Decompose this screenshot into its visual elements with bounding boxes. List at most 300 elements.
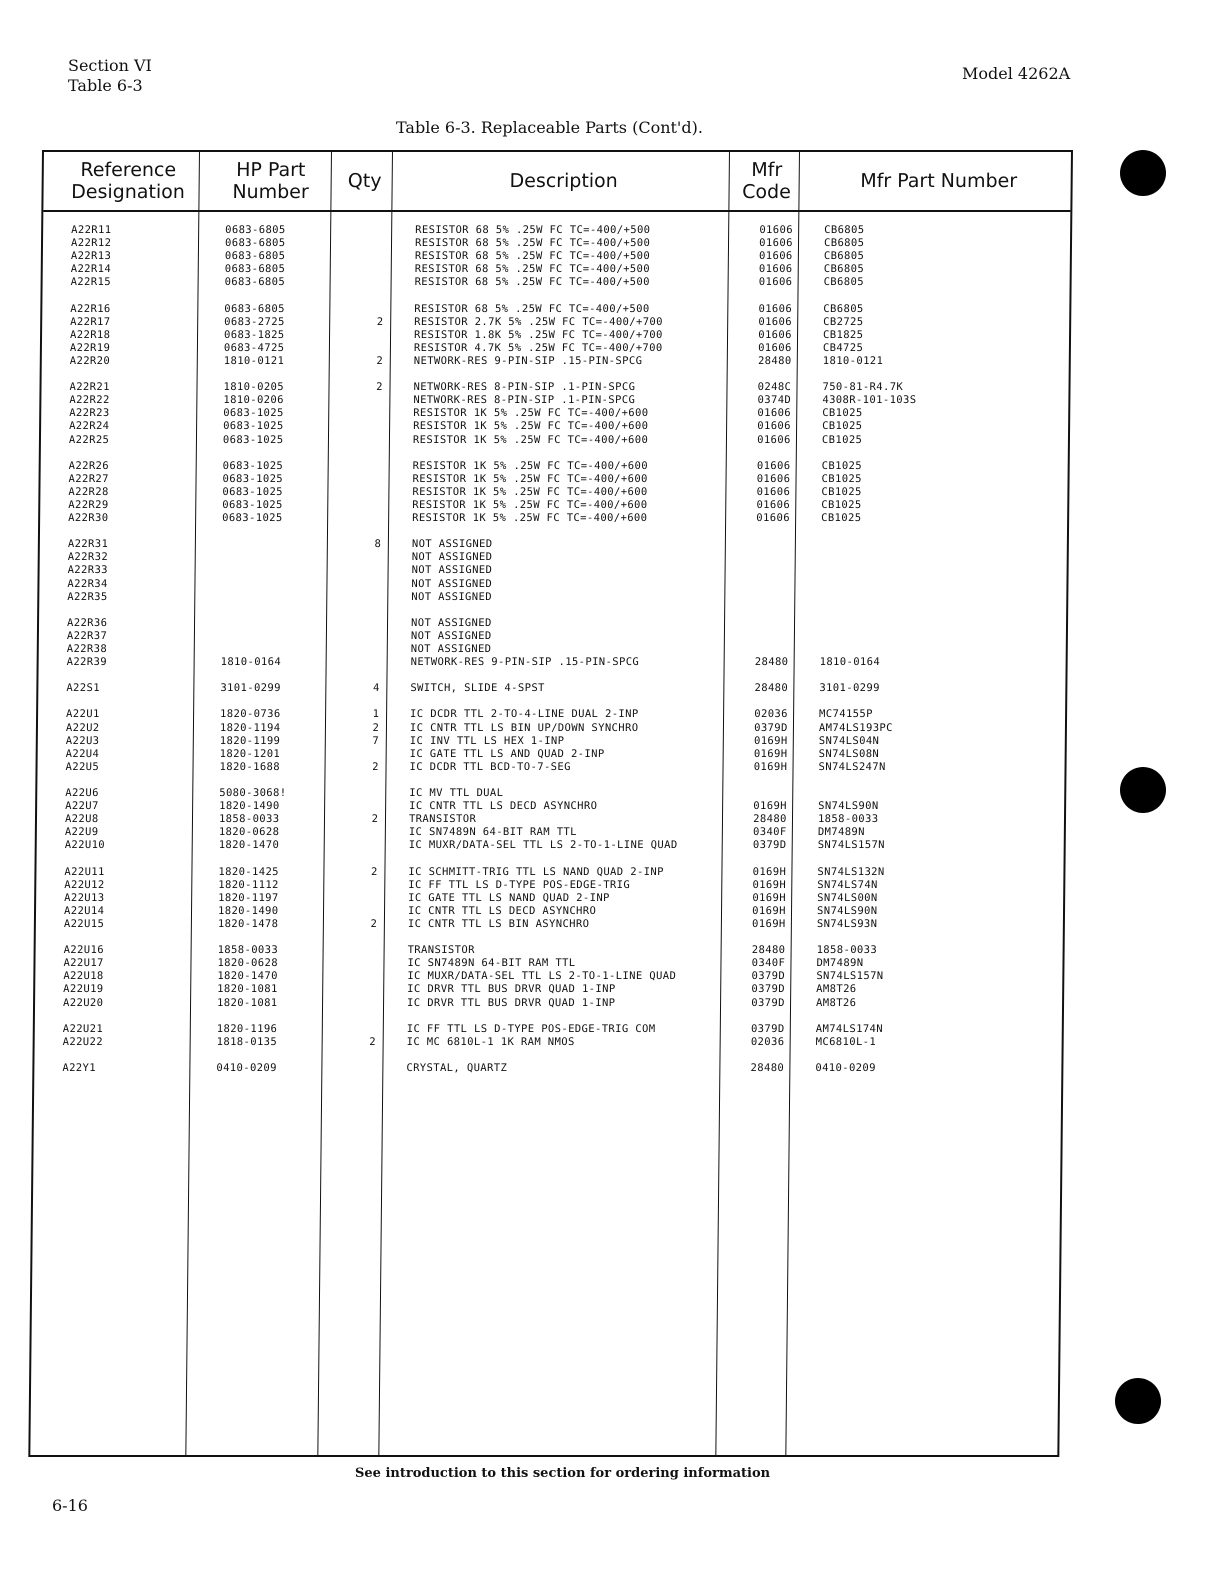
group-gap xyxy=(408,931,677,944)
mfr-part-cell: DM7489N xyxy=(817,826,865,839)
ref-cell: A22R21 xyxy=(69,381,110,394)
mfr-code-cell: 0169H xyxy=(753,747,788,760)
mfr-code-cell xyxy=(740,564,806,577)
col-header-hp-part: HP Part Number xyxy=(232,159,309,203)
description-cell: SWITCH, SLIDE 4-SPST xyxy=(410,682,545,695)
binder-hole xyxy=(1115,1378,1161,1424)
mfr-code-cell: 0169H xyxy=(752,904,786,917)
mfr-code-cell: 0169H xyxy=(752,865,787,878)
description-cell: RESISTOR 2.7K 5% .25W FC TC=-400/+700 xyxy=(414,315,663,328)
group-gap xyxy=(351,604,403,617)
mfr-part-cell: CB1025 xyxy=(821,498,862,511)
hp-part-cell: 0683-1825 xyxy=(224,328,285,341)
description-cell: NOT ASSIGNED xyxy=(410,643,492,655)
description-cell: TRANSISTOR xyxy=(407,944,475,957)
description-cell: IC CNTR TTL LS BIN UP/DOWN SYNCHRO xyxy=(409,721,639,734)
group-gap xyxy=(742,289,808,302)
mfr-part-cell: SN74LS90N xyxy=(818,800,879,813)
group-gap xyxy=(66,669,106,682)
mfr-part-cell: 750-81-R4.7K xyxy=(822,381,904,394)
mfr-code-cell: 01606 xyxy=(756,472,791,485)
ref-cell: A22R31 xyxy=(67,538,109,551)
column-divider xyxy=(715,152,730,1455)
hp-part-cell: 0683-1025 xyxy=(223,420,284,433)
mfr-code-cell: 01606 xyxy=(756,485,791,498)
binder-hole xyxy=(1120,767,1166,813)
ref-cell: A22U6 xyxy=(65,787,99,800)
qty-cell xyxy=(348,892,400,905)
mfr-part-cell: SN74LS93N xyxy=(816,917,878,930)
hp-part-cell: 1820-1081 xyxy=(217,983,278,996)
qty-cell xyxy=(351,591,403,604)
model-label: Model 4262A xyxy=(962,64,1071,83)
group-gap xyxy=(352,525,404,538)
hp-part-cell: 1858-0033 xyxy=(217,944,279,957)
description-cell: NOT ASSIGNED xyxy=(411,577,493,590)
group-gap xyxy=(738,695,804,708)
hp-part-cell: 5080-3068! xyxy=(219,787,287,800)
qty-cell xyxy=(355,250,407,263)
description-cell: IC GATE TTL LS NAND QUAD 2-INP xyxy=(408,891,610,904)
qty-cell xyxy=(351,578,403,591)
hp-part-cell: 1810-0121 xyxy=(223,354,285,367)
mfr-part-cell: CB6805 xyxy=(824,224,865,236)
mfr-code-cell: 01606 xyxy=(756,498,791,511)
mfr-part-cell: CB6805 xyxy=(823,263,865,276)
mfr-code-cell: 01606 xyxy=(758,276,793,289)
ref-cell: A22U18 xyxy=(63,970,104,983)
description-cell: RESISTOR 1.8K 5% .25W FC TC=-400/+700 xyxy=(414,328,663,341)
description-cell: RESISTOR 68 5% .25W FC TC=-400/+500 xyxy=(414,263,651,276)
page-header-left xyxy=(68,56,152,96)
description-cell: NOT ASSIGNED xyxy=(411,551,493,564)
description-cell: IC CNTR TTL LS DECD ASYNCHRO xyxy=(407,904,597,917)
group-gap xyxy=(218,931,285,944)
group-gap xyxy=(221,604,288,617)
mfr-code-cell: 28480 xyxy=(750,1062,785,1074)
description-cell: RESISTOR 1K 5% .25W FC TC=-400/+600 xyxy=(412,472,648,485)
description-cell: NETWORK-RES 8-PIN-SIP .1-PIN-SPCG xyxy=(413,381,636,394)
group-gap xyxy=(347,1010,399,1023)
group-gap xyxy=(414,289,683,302)
ref-cell: A22R25 xyxy=(68,433,110,446)
hp-part-cell: 1820-1490 xyxy=(219,800,280,813)
description-cell: IC SN7489N 64-BIT RAM TTL xyxy=(407,957,576,970)
ref-cell: A22U15 xyxy=(63,917,105,930)
mfr-code-cell xyxy=(739,617,805,630)
qty-cell: 2 xyxy=(372,760,379,773)
description-cell: NOT ASSIGNED xyxy=(410,616,492,629)
group-gap xyxy=(64,931,104,944)
description-cell: CRYSTAL, QUARTZ xyxy=(406,1062,508,1074)
mfr-part-cell: CB2725 xyxy=(823,315,864,328)
description-cell: RESISTOR 4.7K 5% .25W FC TC=-400/+700 xyxy=(413,341,663,354)
mfr-code-cell: 28480 xyxy=(754,682,789,695)
description-cell: RESISTOR 68 5% .25W FC TC=-400/+500 xyxy=(414,276,650,289)
description-cell: IC DRVR TTL BUS DRVR QUAD 1-INP xyxy=(407,996,616,1009)
ref-cell: A22R16 xyxy=(70,302,111,315)
mfr-code-cell xyxy=(739,591,805,604)
ref-cell: A22R33 xyxy=(67,564,109,577)
ref-cell: A22U13 xyxy=(64,891,105,904)
qty-cell xyxy=(349,787,401,800)
group-gap xyxy=(819,695,913,708)
ref-cell: A22R27 xyxy=(68,472,109,485)
mfr-part-cell: AM8T26 xyxy=(816,996,857,1009)
group-gap xyxy=(349,774,401,787)
ref-cell: A22R24 xyxy=(69,420,110,433)
hp-part-cell: 1810-0206 xyxy=(223,394,284,407)
qty-cell xyxy=(349,839,401,852)
group-gap xyxy=(216,1049,283,1062)
qty-cell xyxy=(347,1023,399,1036)
hp-part-cell: 1820-1470 xyxy=(217,970,278,983)
ref-cell: A22R14 xyxy=(70,263,112,276)
page-number: 6-16 xyxy=(52,1496,88,1515)
ref-cell: A22R35 xyxy=(67,590,108,603)
qty-cell xyxy=(353,407,405,420)
hp-part-cell: 0683-1025 xyxy=(222,472,284,485)
mfr-part-cell xyxy=(820,591,914,604)
mfr-part-cell: AM8T26 xyxy=(816,983,857,996)
description-cell: IC INV TTL LS HEX 1-INP xyxy=(409,734,565,747)
ref-cell: A22U3 xyxy=(65,734,100,747)
ref-cell: A22U1 xyxy=(66,708,100,721)
description-cell: RESISTOR 1K 5% .25W FC TC=-400/+600 xyxy=(412,485,648,498)
group-gap xyxy=(409,774,678,787)
description-cell: RESISTOR 68 5% .25W FC TC=-400/+500 xyxy=(414,237,651,250)
mfr-part-cell: 1858-0033 xyxy=(817,813,879,826)
mfr-code-cell: 0379D xyxy=(754,721,788,734)
hp-part-cell xyxy=(221,578,288,591)
qty-cell xyxy=(349,826,401,839)
mfr-part-cell: AM74LS174N xyxy=(815,1022,884,1035)
mfr-part-cell: 1810-0164 xyxy=(819,656,881,669)
mfr-part-cell: SN74LS247N xyxy=(818,760,886,773)
mfr-part-cell xyxy=(820,630,914,643)
ref-cell: A22R20 xyxy=(69,354,111,367)
mfr-part-cell: 3101-0299 xyxy=(819,682,880,695)
hp-part-cell: 1820-1197 xyxy=(218,891,279,904)
mfr-part-cell: CB1025 xyxy=(821,512,862,525)
hp-part-cell: 0683-6805 xyxy=(224,302,285,315)
hp-part-cell: 0683-6805 xyxy=(224,263,286,276)
ref-cell: A22R29 xyxy=(68,498,109,511)
qty-cell: 7 xyxy=(372,734,380,747)
group-gap xyxy=(67,604,107,617)
qty-cell: 2 xyxy=(376,354,384,367)
hp-part-cell: 1820-0736 xyxy=(220,708,281,721)
mfr-part-cell: CB6805 xyxy=(823,250,865,263)
mfr-part-cell xyxy=(818,787,912,800)
mfr-code-cell: 01606 xyxy=(758,328,792,341)
hp-part-cell: 0683-6805 xyxy=(224,250,286,263)
mfr-code-cell: 01606 xyxy=(757,407,792,420)
mfr-part-cell: CB1825 xyxy=(823,328,864,341)
group-gap xyxy=(816,1010,910,1023)
hp-part-cell: 1818-0135 xyxy=(216,1035,278,1048)
mfr-part-column xyxy=(815,224,918,1075)
group-gap xyxy=(741,447,807,460)
mfr-code-cell: 28480 xyxy=(751,944,786,957)
hp-part-cell: 1820-1688 xyxy=(219,760,281,773)
qty-cell xyxy=(347,957,399,970)
group-gap xyxy=(62,1049,102,1062)
qty-cell xyxy=(348,905,400,918)
mfr-code-cell: 0340F xyxy=(751,957,786,970)
qty-cell xyxy=(351,617,403,630)
header-divider xyxy=(43,210,1070,212)
col-header-mfr-code: Mfr Code xyxy=(742,159,792,203)
description-cell: NOT ASSIGNED xyxy=(411,538,493,551)
group-gap xyxy=(410,695,679,708)
mfr-code-cell: 02036 xyxy=(750,1035,785,1048)
qty-cell: 2 xyxy=(369,1035,377,1048)
hp-part-cell xyxy=(222,551,289,564)
description-cell: NETWORK-RES 9-PIN-SIP .15-PIN-SPCG xyxy=(413,354,643,367)
ref-cell: A22U2 xyxy=(65,721,100,734)
mfr-part-cell: MC74155P xyxy=(819,708,873,721)
group-gap xyxy=(738,669,804,682)
mfr-part-cell: SN74LS04N xyxy=(818,734,880,747)
mfr-part-cell: SN74LS74N xyxy=(817,878,878,891)
mfr-part-cell: AM74LS193PC xyxy=(818,721,893,734)
group-gap xyxy=(817,931,911,944)
mfr-part-cell: CB6805 xyxy=(823,237,865,250)
group-gap xyxy=(819,669,913,682)
group-gap xyxy=(354,368,406,381)
mfr-code-cell: 0169H xyxy=(753,800,787,813)
ref-cell: A22R23 xyxy=(69,407,110,420)
group-gap xyxy=(219,774,286,787)
group-gap xyxy=(823,289,917,302)
hp-part-cell: 1820-1196 xyxy=(216,1022,278,1035)
mfr-code-cell xyxy=(740,538,806,551)
mfr-code-cell: 0379D xyxy=(750,1022,785,1035)
mfr-code-cell: 01606 xyxy=(759,250,793,263)
ref-cell: A22U5 xyxy=(65,760,100,773)
description-cell: RESISTOR 1K 5% .25W FC TC=-400/+600 xyxy=(413,420,649,433)
mfr-part-cell: SN74LS90N xyxy=(816,904,878,917)
mfr-code-cell xyxy=(740,551,806,564)
mfr-code-cell: 01606 xyxy=(756,512,791,525)
mfr-part-cell: CB6805 xyxy=(823,302,864,315)
qty-cell xyxy=(348,879,400,892)
mfr-code-cell: 01606 xyxy=(757,433,791,446)
col-header-description: Description xyxy=(509,170,618,192)
description-cell: RESISTOR 1K 5% .25W FC TC=-400/+600 xyxy=(412,459,649,472)
hp-part-cell: 3101-0299 xyxy=(220,682,281,695)
group-gap xyxy=(412,525,681,538)
group-gap xyxy=(217,1010,284,1023)
ref-cell: A22R12 xyxy=(70,237,112,250)
group-gap xyxy=(822,447,916,460)
qty-cell xyxy=(351,630,403,643)
ref-cell: A22U8 xyxy=(64,813,99,826)
section-label: Section VI xyxy=(68,56,152,75)
hp-part-column xyxy=(216,224,292,1075)
qty-cell xyxy=(348,944,400,957)
group-gap xyxy=(818,853,912,866)
group-gap xyxy=(68,525,108,538)
mfr-part-cell: MC6810L-1 xyxy=(815,1035,877,1048)
qty-cell xyxy=(355,276,407,289)
col-header-ref: Reference Designation xyxy=(71,159,185,203)
mfr-code-cell: 01606 xyxy=(759,237,793,250)
group-gap xyxy=(65,774,105,787)
qty-cell: 4 xyxy=(372,682,380,695)
description-cell: IC MV TTL DUAL xyxy=(409,787,504,800)
description-cell: NOT ASSIGNED xyxy=(411,564,493,577)
qty-cell: 2 xyxy=(370,917,378,930)
mfr-code-cell: 01606 xyxy=(759,224,794,236)
mfr-code-cell: 28480 xyxy=(757,354,792,367)
qty-cell: 2 xyxy=(376,315,384,328)
mfr-code-cell: 0169H xyxy=(752,878,787,891)
group-gap xyxy=(69,447,109,460)
parts-table xyxy=(28,150,1073,1457)
hp-part-cell xyxy=(221,591,288,604)
qty-cell xyxy=(352,486,404,499)
group-gap xyxy=(224,289,291,302)
binder-hole xyxy=(1120,150,1166,196)
group-gap xyxy=(220,695,287,708)
mfr-part-cell: 1858-0033 xyxy=(816,944,878,957)
qty-cell xyxy=(352,564,404,577)
ref-cell: A22U14 xyxy=(63,904,105,917)
ref-cell: A22U20 xyxy=(63,996,104,1009)
qty-cell: 2 xyxy=(371,813,379,826)
group-gap xyxy=(70,368,110,381)
ref-cell: A22U4 xyxy=(65,747,100,760)
mfr-code-cell: 28480 xyxy=(753,813,787,826)
mfr-part-cell: CB1025 xyxy=(821,472,862,485)
qty-cell xyxy=(355,237,407,250)
description-cell: IC GATE TTL LS AND QUAD 2-INP xyxy=(409,747,605,760)
description-cell: IC CNTR TTL LS DECD ASYNCHRO xyxy=(409,800,598,813)
hp-part-cell: 1820-1112 xyxy=(218,878,279,891)
group-gap xyxy=(66,695,106,708)
mfr-code-cell: 0169H xyxy=(753,734,788,747)
ref-cell: A22U19 xyxy=(63,983,104,996)
mfr-part-cell: CB1025 xyxy=(821,485,862,498)
qty-cell xyxy=(355,263,407,276)
ref-cell: A22R13 xyxy=(70,250,112,263)
mfr-code-cell: 02036 xyxy=(754,708,788,721)
mfr-part-cell xyxy=(821,551,915,564)
hp-part-cell: 1810-0164 xyxy=(220,656,282,669)
ref-cell: A22U9 xyxy=(64,826,99,839)
description-cell: IC MUXR/DATA-SEL TTL LS 2-TO-1-LINE QUAD xyxy=(407,970,677,983)
group-gap xyxy=(413,447,682,460)
description-cell: RESISTOR 1K 5% .25W FC TC=-400/+600 xyxy=(413,407,649,420)
ref-column xyxy=(62,224,111,1075)
group-gap xyxy=(820,604,914,617)
ref-cell: A22R37 xyxy=(66,629,108,642)
mfr-code-cell: 01606 xyxy=(758,341,792,354)
mfr-part-cell: CB6805 xyxy=(823,276,865,289)
group-gap xyxy=(353,447,405,460)
qty-cell xyxy=(354,303,406,316)
mfr-code-cell: 01606 xyxy=(757,420,791,433)
hp-part-cell: 0683-1025 xyxy=(222,485,283,498)
ref-cell: A22R26 xyxy=(68,459,110,472)
ref-cell: A22R22 xyxy=(69,394,110,407)
group-gap xyxy=(70,289,110,302)
qty-cell xyxy=(351,656,403,669)
description-cell: IC FF TTL LS D-TYPE POS-EDGE-TRIG xyxy=(408,878,631,891)
mfr-part-cell xyxy=(820,578,914,591)
group-gap xyxy=(346,1049,398,1062)
mfr-part-cell: CB1025 xyxy=(821,433,863,446)
hp-part-cell: 0683-4725 xyxy=(223,341,285,354)
mfr-part-cell: 4308R-101-103S xyxy=(822,394,917,407)
description-cell: RESISTOR 68 5% .25W FC TC=-400/+500 xyxy=(415,224,651,236)
ref-cell: A22R36 xyxy=(66,616,108,629)
hp-part-cell xyxy=(222,564,289,577)
group-gap xyxy=(407,1010,676,1023)
ref-cell: A22R18 xyxy=(70,328,111,341)
description-cell: IC MC 6810L-1 1K RAM NMOS xyxy=(406,1035,575,1048)
qty-cell xyxy=(355,224,407,237)
description-cell: IC DCDR TTL BCD-TO-7-SEG xyxy=(409,760,571,773)
qty-cell xyxy=(352,551,404,564)
qty-cell: 8 xyxy=(374,538,382,551)
hp-part-cell: 1820-0628 xyxy=(217,957,279,970)
mfr-code-cell: 0169H xyxy=(752,917,786,930)
ref-cell: A22S1 xyxy=(66,682,101,695)
hp-part-cell: 1820-0628 xyxy=(218,826,280,839)
table-caption: Table 6-3. Replaceable Parts (Cont'd). xyxy=(396,118,703,137)
mfr-code-column xyxy=(734,224,809,1075)
hp-part-cell: 1810-0205 xyxy=(223,381,285,394)
mfr-part-cell: SN74LS00N xyxy=(817,891,878,904)
mfr-code-cell: 0379D xyxy=(751,970,786,983)
column-divider xyxy=(317,152,332,1455)
mfr-part-cell: CB1025 xyxy=(822,407,863,420)
qty-cell xyxy=(347,970,399,983)
ref-cell: A22R34 xyxy=(67,577,108,590)
description-cell: RESISTOR 68 5% .25W FC TC=-400/+500 xyxy=(414,302,650,315)
ref-cell: A22R15 xyxy=(70,276,112,289)
mfr-part-cell: SN74LS157N xyxy=(817,839,885,852)
group-gap xyxy=(350,695,402,708)
hp-part-cell: 1820-1201 xyxy=(219,747,281,760)
description-column xyxy=(406,224,684,1075)
hp-part-cell: 0683-1025 xyxy=(223,407,284,420)
qty-cell xyxy=(347,983,399,996)
col-header-qty: Qty xyxy=(347,170,382,192)
hp-part-cell: 1820-1194 xyxy=(219,721,281,734)
hp-part-cell: 0683-6805 xyxy=(224,276,286,289)
mfr-code-cell: 0379D xyxy=(752,839,787,852)
qty-cell xyxy=(351,643,403,656)
hp-part-cell: 0683-1025 xyxy=(222,433,284,446)
description-cell: IC CNTR TTL LS BIN ASYNCHRO xyxy=(407,917,590,930)
group-gap xyxy=(815,1049,909,1062)
hp-part-cell xyxy=(221,643,288,656)
group-gap xyxy=(220,669,287,682)
group-gap xyxy=(414,368,683,381)
qty-cell xyxy=(349,800,401,813)
mfr-code-cell: 0169H xyxy=(752,891,787,904)
hp-part-cell: 1820-1478 xyxy=(217,917,279,930)
group-gap xyxy=(223,447,290,460)
group-gap xyxy=(354,289,406,302)
qty-cell xyxy=(352,499,404,512)
group-gap xyxy=(740,525,806,538)
hp-part-cell: 1820-1081 xyxy=(217,996,278,1009)
